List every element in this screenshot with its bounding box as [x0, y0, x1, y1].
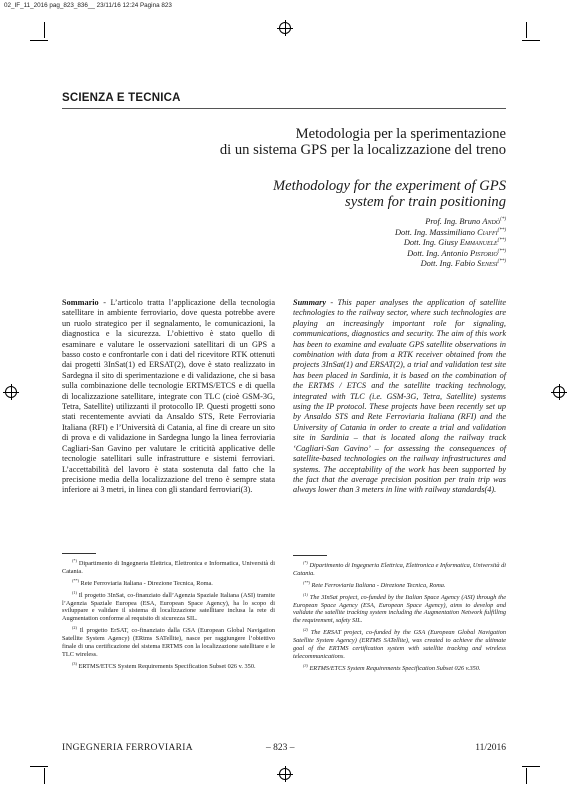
author: Dott. Ing. Fabio Senesi(**) — [420, 259, 506, 269]
title-english-line: Methodology for the experiment of GPS — [272, 178, 506, 194]
registration-mark — [279, 22, 291, 34]
footnote: $^{(3)}$ ERTMS/ETCS System Requirements Specification Subset 026 v.350. — [303, 662, 481, 672]
author: Dott. Ing. Antonio Pistorio(**) — [407, 248, 506, 258]
crop-mark — [44, 768, 45, 784]
issue-date: 11/2016 — [475, 743, 506, 753]
footnote: $^{(2)}$ The ERSAT project, co-funded by the GSA (European Global Navigation Satellite System Agency) (ERTMS SATellite), was created to achieve the ultimate goal of the ERTMS certification system with satellite tracking and wireless telecommunications. — [293, 627, 506, 660]
footnote: $^{(1)}$ The 3InSat project, co-funded by the Italian Space Agency (ASI) through the European Space Agency (ESA, European Space Agency), aims to develop and validate the satellite tracking system including the Augmentation Network fulfilling the requirement, safety SIL. — [293, 591, 506, 625]
author-surname: Pistorio — [469, 248, 498, 258]
summary-english — [293, 298, 506, 496]
footnote: (**) Rete Ferroviaria Italiana - Direzione Tecnica, Roma. — [303, 579, 446, 589]
author-surname: Senesi — [477, 259, 498, 269]
author-surname: Emmanuele — [459, 238, 498, 248]
footnotes-english — [293, 559, 506, 677]
title-english — [76, 178, 506, 210]
footnote: $^{(2)}$ Il progetto ErSAT, co-finanziato dalla GSA (European Global Navigation Satellite System Agency) (ERtms SATellite), nasce per raggiungere l’obiettivo finale di una certificazione del sistema ERTMS con la localizzazione satellitare e le TLC wireless. — [62, 625, 275, 658]
registration-mark — [5, 386, 17, 398]
author-list — [206, 217, 506, 270]
section-label: SCIENZA E TECNICA — [62, 92, 181, 104]
footnote: (**) Rete Ferroviaria Italiana - Direzione Tecnica, Roma. — [72, 577, 213, 587]
crop-mark — [526, 768, 527, 784]
summary-italian-label: Sommario — [62, 298, 99, 307]
author: Dott. Ing. Massimiliano Ciaffi(**) — [394, 227, 506, 237]
title-italian-line: di un sistema GPS per la localizzazione del treno — [219, 142, 506, 158]
summary-english-text: - This paper analyses the application of satellite technologies to the railway sector, where such technologies are playing an increasingly important role for signaling, communications, diagnostics and security. The aim of this work has been to examine and evaluate GPS satellite observations in combination with data from a RTK receiver obtained from the projects 3InSat(1) and ERSAT(2), a trial and validation test site has been placed in Sardinia, it is based on the combination of the ERTMS / ETCS and the satellite tracking technology, integrated with TLC (i.e. GSM-3G, Tetra, Satellite) systems using the IP protocol. These projects have been recently set up by Ansaldo STS and Rete Ferroviaria Italiana (RFI) and the University of Catania in order to create a trial and validation site in Sardinia – that is located along the railway track ‘Cagliari-San Gavino’ – for assessing the consequences of satellite-based technologies on the railway infrastructures and systems. The acceptability of the work has been supported by the fact that the average precision position per train trip was always lower than 3 meters in line with railway standards(4). — [293, 298, 506, 495]
page-number: – 823 – — [266, 743, 295, 753]
crop-mark — [30, 40, 48, 41]
section-rule — [62, 108, 506, 109]
footnote-rule — [293, 555, 327, 556]
title-english-line: system for train positioning — [345, 194, 506, 210]
crop-mark — [526, 22, 527, 38]
footnote: (*) Dipartimento di Ingegneria Elettrica, Elettronica e Informatica, Università di Catania. — [62, 557, 275, 575]
author: Prof. Ing. Bruno Andò(*) — [425, 217, 506, 226]
summary-english-label: Summary — [293, 298, 327, 307]
crop-mark — [30, 766, 48, 767]
print-slug: 02_IF_11_2016 pag_823_836__ 23/11/16 12:24 Pagina 823 — [4, 2, 172, 9]
crop-mark — [44, 22, 45, 38]
registration-mark — [553, 386, 565, 398]
summary-italian-text: - L’articolo tratta l’applicazione della tecnologia satellitare in ambiente ferroviario, dove questa potrebbe avere un ruolo strategico per il segnalamento, le comunicazioni, la diagnostica e la sicurezza. L’obiettivo è stato quello di esaminare e valutare le osservazioni satellitari di un GPS a basso costo e confrontarle con i dati del ricevitore RTK ottenuti dai progetti 3InSat(1) ed ERSAT(2), dove è stato realizzato in Sardegna il sito di sperimentazione e di validazione, che si basa sulla combinazione delle tecnologie ERTMS/ETCS e di quella di localizzazione satellitare, integrate con TLC (cioè GSM-3G, Tetra, Satellite) utilizzanti il protocollo IP. Questi progetti sono stati recentemente avviati da Ansaldo STS, Rete Ferroviaria Italiana (RFI) e l’Università di Catania, al fine di creare un sito di prova e di validazione in Sardegna lungo la linea ferroviaria Cagliari-San Gavino per valutare le criticità applicative delle tecnologie satellitari sulle infrastrutture e sistemi ferroviari. L’accettabilità del lavoro è stata sostenuta dal fatto che la precisione media della localizzazione del treno è sempre stata inferiore ai 3 metri, in linea con gli standard ferroviari(3). — [62, 298, 275, 495]
title-italian-line: Metodologia per la sperimentazione — [295, 126, 506, 142]
crop-mark — [522, 766, 540, 767]
author-surname: Andò — [482, 217, 501, 226]
summary-italian — [62, 298, 275, 496]
footnote: $^{(3)}$ ERTMS/ETCS System Requirements Specification Subset 026 v. 350. — [72, 660, 256, 670]
footnote-rule — [62, 553, 96, 554]
author-surname: Ciaffi — [477, 227, 498, 237]
footnotes-italian — [62, 557, 275, 675]
footnote: (*) Dipartimento di Ingegneria Elettrica, Elettronica e Informatica, Università di Catania. — [293, 559, 506, 577]
journal-name: INGEGNERIA FERROVIARIA — [62, 743, 193, 753]
footnote: $^{(1)}$ Il progetto 3InSat, co-finanziato dall’Agenzia Spaziale Italiana (ASI) tramite l’Agenzia Spaziale Europea (ESA, European Space Agency), ha lo scopo di sviluppare e validare il sistema di localizzazione satellitare inclusa la rete di Augmentation conforme al requisito di sicurezza SIL. — [62, 589, 275, 623]
author: Dott. Ing. Giusy Emmanuele(**) — [403, 238, 506, 248]
registration-mark — [279, 768, 291, 780]
title-italian — [76, 126, 506, 158]
crop-mark — [522, 40, 540, 41]
